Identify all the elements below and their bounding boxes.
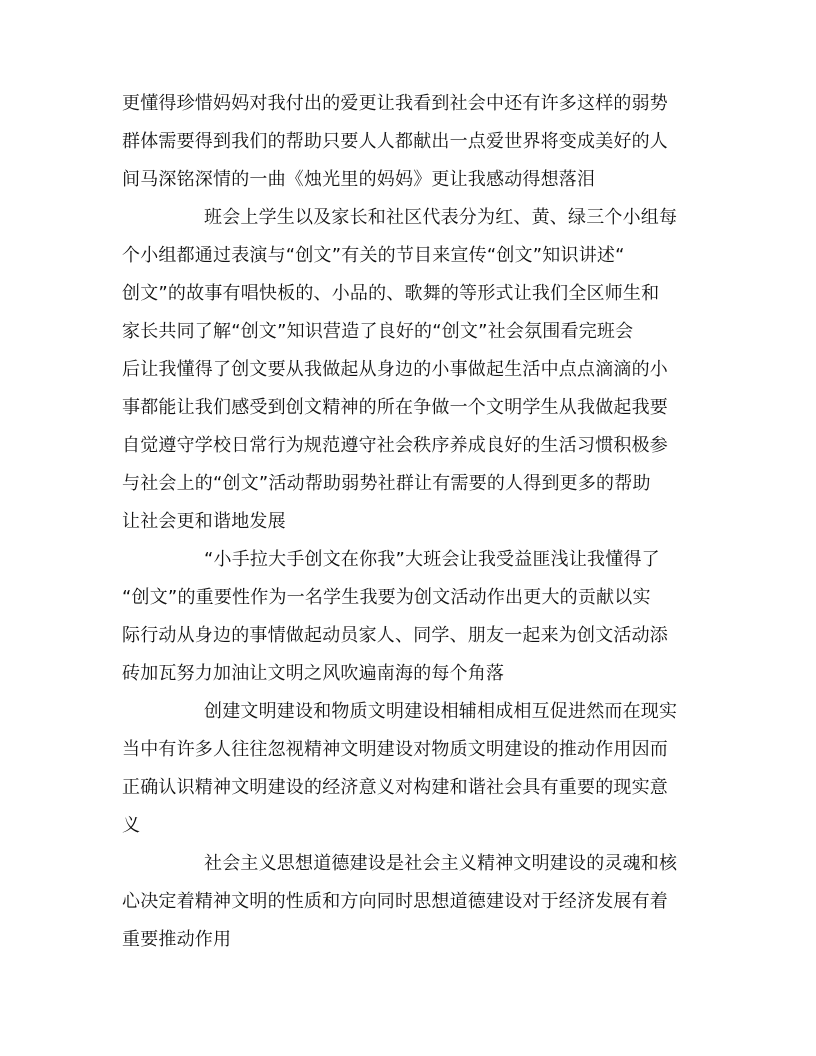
text-line: 砖加瓦努力加油让文明之风吹遍南海的每个角落 xyxy=(122,663,505,684)
text-line: 义 xyxy=(122,815,141,836)
text-line: 后让我懂得了创文要从我做起从身边的小事做起生活中点点滴滴的小 xyxy=(122,359,668,380)
text-line: 社会主义思想道德建设是社会主义精神文明建设的灵魂和核 xyxy=(204,853,678,874)
text-line: 与社会上的“创文”活动帮助弱势社群让有需要的人得到更多的帮助 xyxy=(122,473,651,494)
text-line: 群体需要得到我们的帮助只要人人都献出一点爱世界将变成美好的人 xyxy=(122,131,668,152)
text-line: 个小组都通过表演与“创文”有关的节目来宣传“创文”知识讲述“ xyxy=(122,245,625,266)
text-line: 间马深铭深情的一曲《烛光里的妈妈》更让我感动得想落泪 xyxy=(122,169,596,190)
text-line: “小手拉大手创文在你我”大班会让我受益匪浅让我懂得了 xyxy=(204,549,660,570)
text-line: 重要推动作用 xyxy=(122,929,232,950)
text-line: 更懂得珍惜妈妈对我付出的爱更让我看到社会中还有许多这样的弱势 xyxy=(122,93,668,114)
text-line: 正确认识精神文明建设的经济意义对构建和谐社会具有重要的现实意 xyxy=(122,777,668,798)
text-line: 创文”的故事有唱快板的、小品的、歌舞的等形式让我们全区师生和 xyxy=(122,283,660,304)
text-line: 创建文明建设和物质文明建设相辅相成相互促进然而在现实 xyxy=(204,701,678,722)
text-line: 班会上学生以及家长和社区代表分为红、黄、绿三个小组每 xyxy=(204,207,678,228)
text-line: “创文”的重要性作为一名学生我要为创文活动作出更大的贡献以实 xyxy=(122,587,651,608)
text-line: 当中有许多人往往忽视精神文明建设对物质文明建设的推动作用因而 xyxy=(122,739,668,760)
text-line: 家长共同了解“创文”知识营造了良好的“创文”社会氛围看完班会 xyxy=(122,321,634,342)
text-line: 心决定着精神文明的性质和方向同时思想道德建设对于经济发展有着 xyxy=(122,891,668,912)
text-line: 让社会更和谐地发展 xyxy=(122,511,286,532)
text-line: 自觉遵守学校日常行为规范遵守社会秩序养成良好的生活习惯积极参 xyxy=(122,435,668,456)
text-line: 事都能让我们感受到创文精神的所在争做一个文明学生从我做起我要 xyxy=(122,397,668,418)
text-line: 际行动从身边的事情做起动员家人、同学、朋友一起来为创文活动添 xyxy=(122,625,668,646)
